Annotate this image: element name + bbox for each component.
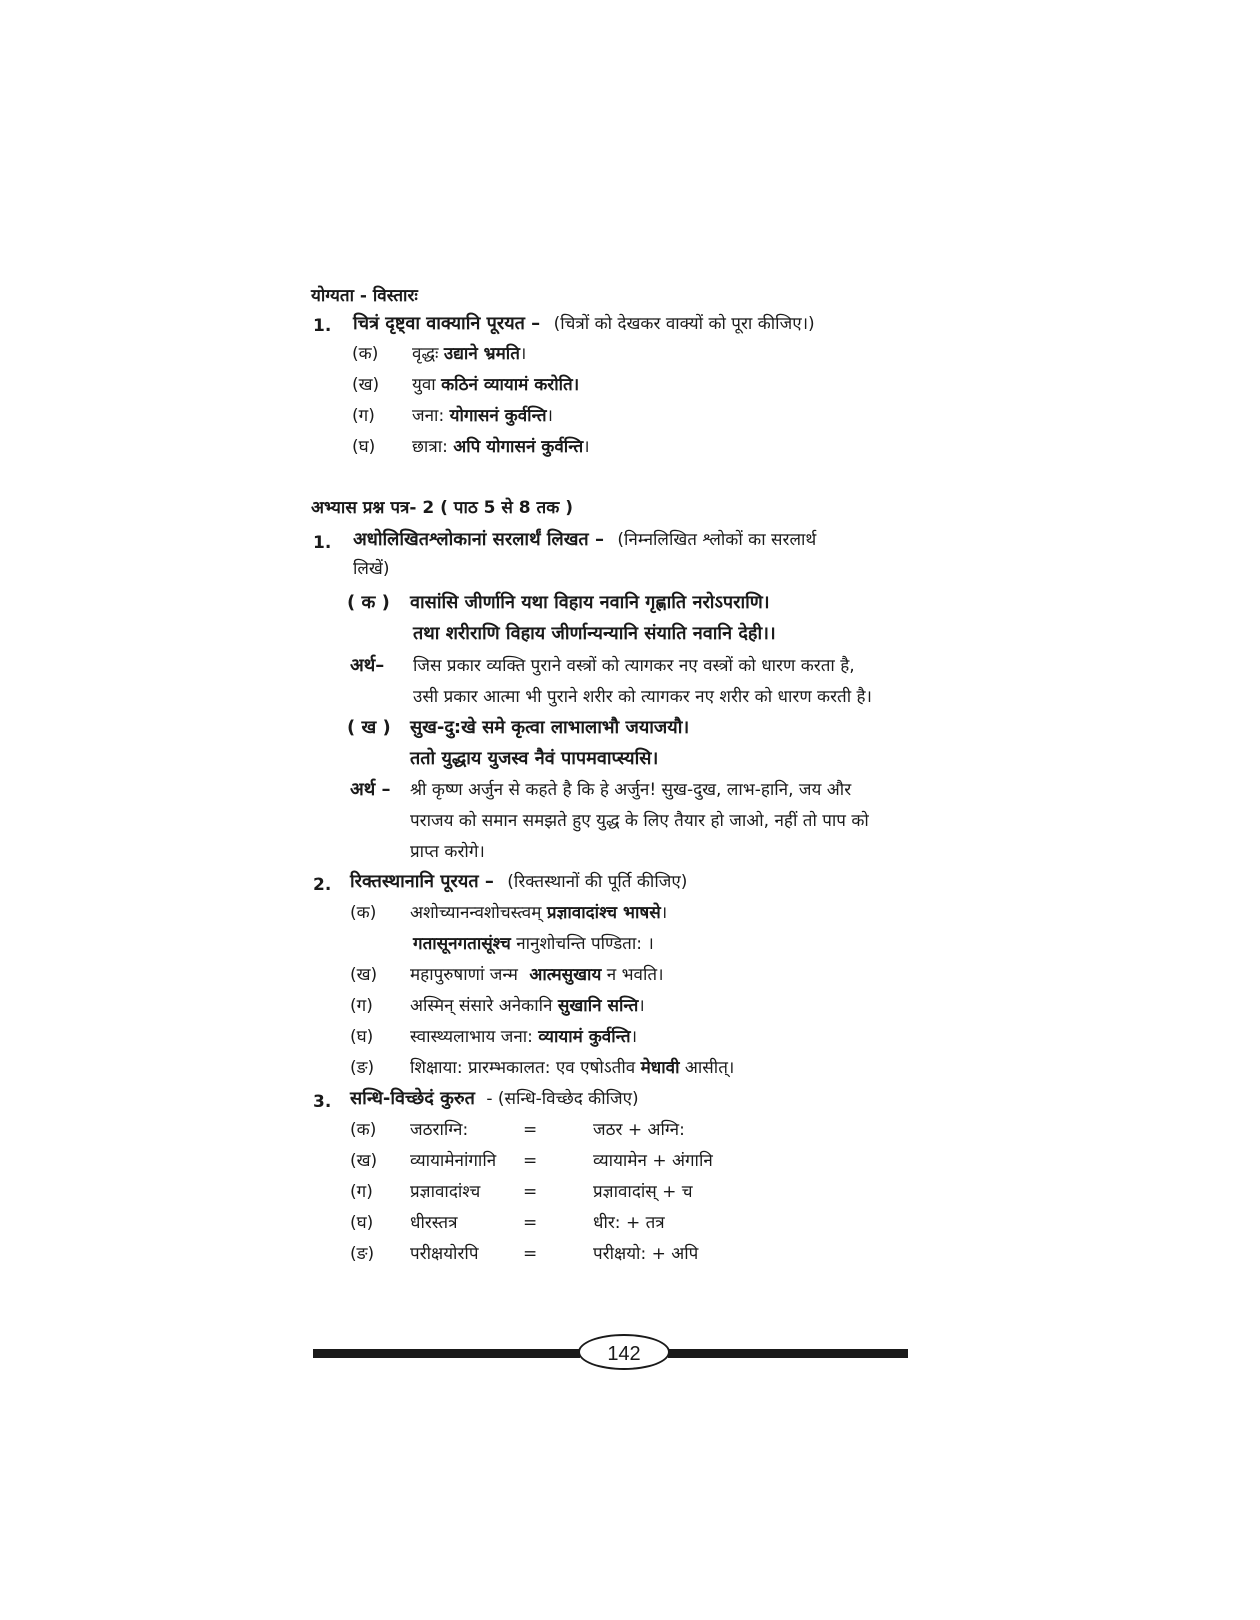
yogyata-item (412, 342, 526, 366)
q2-item-cont (413, 932, 654, 956)
q2-item-label: (ख) (350, 965, 378, 985)
abhyas-q1-note-cont: लिखें) (353, 559, 390, 579)
equals-sign: = (523, 1182, 538, 1202)
yogyata-item-label: (क) (352, 344, 379, 364)
item-plain: महापुरुषाणां जन्म (410, 965, 518, 985)
abhyas-q1-line (353, 528, 816, 552)
abhyas-q1-note: (निम्नलिखित श्लोकों का सरलार्थ (617, 530, 817, 550)
shloka-kha-arth1: श्री कृष्ण अर्जुन से कहते है कि हे अर्जुन! सुख-दुख, लाभ-हानि, जय और (410, 780, 852, 800)
sandhi-split: प्रज्ञावादांस् + च (593, 1182, 693, 1202)
item-answer: व्यायामं कुर्वन्ति (538, 1027, 631, 1047)
yogyata-item (412, 435, 590, 459)
item-plain: जना: (412, 406, 445, 426)
footer-rule-left (313, 1349, 580, 1358)
item-end: । (638, 996, 645, 1016)
item-answer: गतासूनगतासूंश्च (413, 934, 511, 954)
abhyas-q3-number: 3. (313, 1092, 332, 1112)
q2-item (410, 901, 667, 925)
item-end: । (546, 406, 553, 426)
yogyata-item-label: (ख) (352, 375, 380, 395)
sandhi-split: जठर + अग्नि: (593, 1120, 685, 1140)
item-plain: अस्मिन् संसारे अनेकानि (410, 996, 553, 1016)
yogyata-q1-number: 1. (313, 316, 332, 336)
item-end: न भवति। (606, 965, 664, 985)
item-answer: प्रज्ञावादांश्च भाषसे (546, 903, 661, 923)
sandhi-split: धीर: + तत्र (593, 1213, 665, 1233)
item-answer: आत्मसुखाय (529, 965, 602, 985)
shloka-ka-label: ( क ) (347, 592, 390, 613)
item-answer: कठिनं व्यायामं करोति। (441, 375, 580, 395)
q2-item (410, 1056, 734, 1080)
equals-sign: = (523, 1120, 538, 1140)
item-plain: युवा (412, 375, 436, 395)
sandhi-word: धीरस्तत्र (410, 1213, 458, 1233)
sandhi-split: व्यायामेन + अंगानि (593, 1151, 713, 1171)
q2-item (410, 963, 664, 987)
abhyas-q2-note: (रिक्तस्थानों की पूर्ति कीजिए) (507, 872, 688, 892)
shloka-kha-line1: सुख-दु:खे समे कृत्वा लाभालाभौ जयाजयौ। (410, 717, 690, 738)
shloka-kha-label: ( ख ) (347, 717, 391, 738)
q2-item-label: (क) (350, 903, 377, 923)
equals-sign: = (523, 1244, 538, 1264)
item-plain: वृद्धः (412, 344, 439, 364)
equals-sign: = (523, 1151, 538, 1171)
sandhi-row-label: (ख) (350, 1151, 378, 1171)
abhyas-q3-title: सन्धि-विच्छेदं कुरुत (350, 1088, 475, 1109)
q2-item (410, 1025, 637, 1049)
sandhi-word: व्यायामेनांगानि (410, 1151, 497, 1171)
shloka-ka-line1: वासांसि जीर्णानि यथा विहाय नवानि गृह्णाति नरोऽपराणि। (410, 592, 770, 613)
abhyas-q2-title: रिक्तस्थानानि पूरयत – (350, 871, 494, 892)
q2-item-label: (ङ) (350, 1058, 375, 1078)
shloka-kha-arth3: प्राप्त करोगे। (410, 842, 485, 862)
shloka-ka-arth2: उसी प्रकार आत्मा भी पुराने शरीर को त्यागकर नए शरीर को धारण करती है। (413, 687, 873, 707)
item-answer: सुखानि सन्ति (557, 996, 639, 1016)
sandhi-row-label: (क) (350, 1120, 377, 1140)
abhyas-heading: अभ्यास प्रश्न पत्र- 2 ( पाठ 5 से 8 तक ) (311, 498, 573, 518)
sandhi-split: परीक्षयो: + अपि (593, 1244, 699, 1264)
yogyata-item (412, 404, 553, 428)
sandhi-row-label: (ग) (350, 1182, 373, 1202)
item-end: । (519, 344, 527, 364)
abhyas-q3-line (350, 1087, 639, 1111)
yogyata-item-label: (घ) (352, 437, 376, 457)
shloka-kha-line2: ततो युद्धाय युजस्व नैवं पापमवाप्स्यसि। (410, 748, 659, 769)
abhyas-q3-note: - (सन्धि-विच्छेद कीजिए) (486, 1089, 639, 1109)
equals-sign: = (523, 1213, 538, 1233)
abhyas-q2-number: 2. (313, 875, 332, 895)
yogyata-item (412, 373, 579, 397)
yogyata-q1-line (353, 312, 815, 336)
yogyata-q1-note: (चित्रों को देखकर वाक्यों को पूरा कीजिए।) (553, 314, 815, 334)
item-plain: शिक्षाया: प्रारम्भकालत: एव एषोऽतीव (410, 1058, 636, 1078)
page-number: 142 (578, 1334, 670, 1370)
item-plain: स्वास्थ्यलाभाय जना: (410, 1027, 533, 1047)
item-end: । (660, 903, 668, 923)
item-end: आसीत्। (684, 1058, 735, 1078)
yogyata-item-label: (ग) (352, 406, 375, 426)
yogyata-heading: योग्यता - विस्तारः (311, 286, 418, 306)
sandhi-word: जठराग्नि: (410, 1120, 469, 1140)
shloka-kha-arth2: पराजय को समान समझते हुए युद्ध के लिए तैयार हो जाओ, नहीं तो पाप को (410, 811, 869, 831)
abhyas-q1-title: अधोलिखितश्लोकानां सरलार्थं लिखत – (353, 529, 604, 550)
shloka-ka-arth-label: अर्थ– (350, 655, 385, 676)
q2-item-label: (ग) (350, 996, 373, 1016)
sandhi-row-label: (ङ) (350, 1244, 375, 1264)
item-answer: योगासनं कुर्वन्ति (449, 406, 547, 426)
sandhi-word: परीक्षयोरपि (410, 1244, 479, 1264)
item-plain: अशोच्यानन्वशोचस्त्वम् (410, 903, 542, 923)
sandhi-row-label: (घ) (350, 1213, 374, 1233)
shloka-ka-arth1: जिस प्रकार व्यक्ति पुराने वस्त्रों को त्यागकर नए वस्त्रों को धारण करता है, (413, 656, 855, 676)
item-end: । (583, 437, 590, 457)
yogyata-q1-title: चित्रं दृष्ट्वा वाक्यानि पूरयत – (353, 313, 541, 334)
shloka-ka-line2: तथा शरीराणि विहाय जीर्णान्यन्यानि संयाति नवानि देही।। (413, 623, 776, 644)
item-plain: नानुशोचन्ति पण्डिता: । (516, 934, 654, 954)
item-answer: उद्याने भ्रमति (443, 344, 520, 364)
q2-item (410, 994, 645, 1018)
item-plain: छात्रा: (412, 437, 448, 457)
q2-item-label: (घ) (350, 1027, 374, 1047)
footer-rule-right (668, 1349, 908, 1358)
sandhi-word: प्रज्ञावादांश्च (410, 1182, 481, 1202)
abhyas-q2-line (350, 870, 687, 894)
item-answer: मेधावी (640, 1058, 680, 1078)
abhyas-q1-number: 1. (313, 533, 332, 553)
item-answer: अपि योगासनं कुर्वन्ति (453, 437, 584, 457)
item-end: । (630, 1027, 638, 1047)
shloka-kha-arth-label: अर्थ – (350, 779, 391, 800)
